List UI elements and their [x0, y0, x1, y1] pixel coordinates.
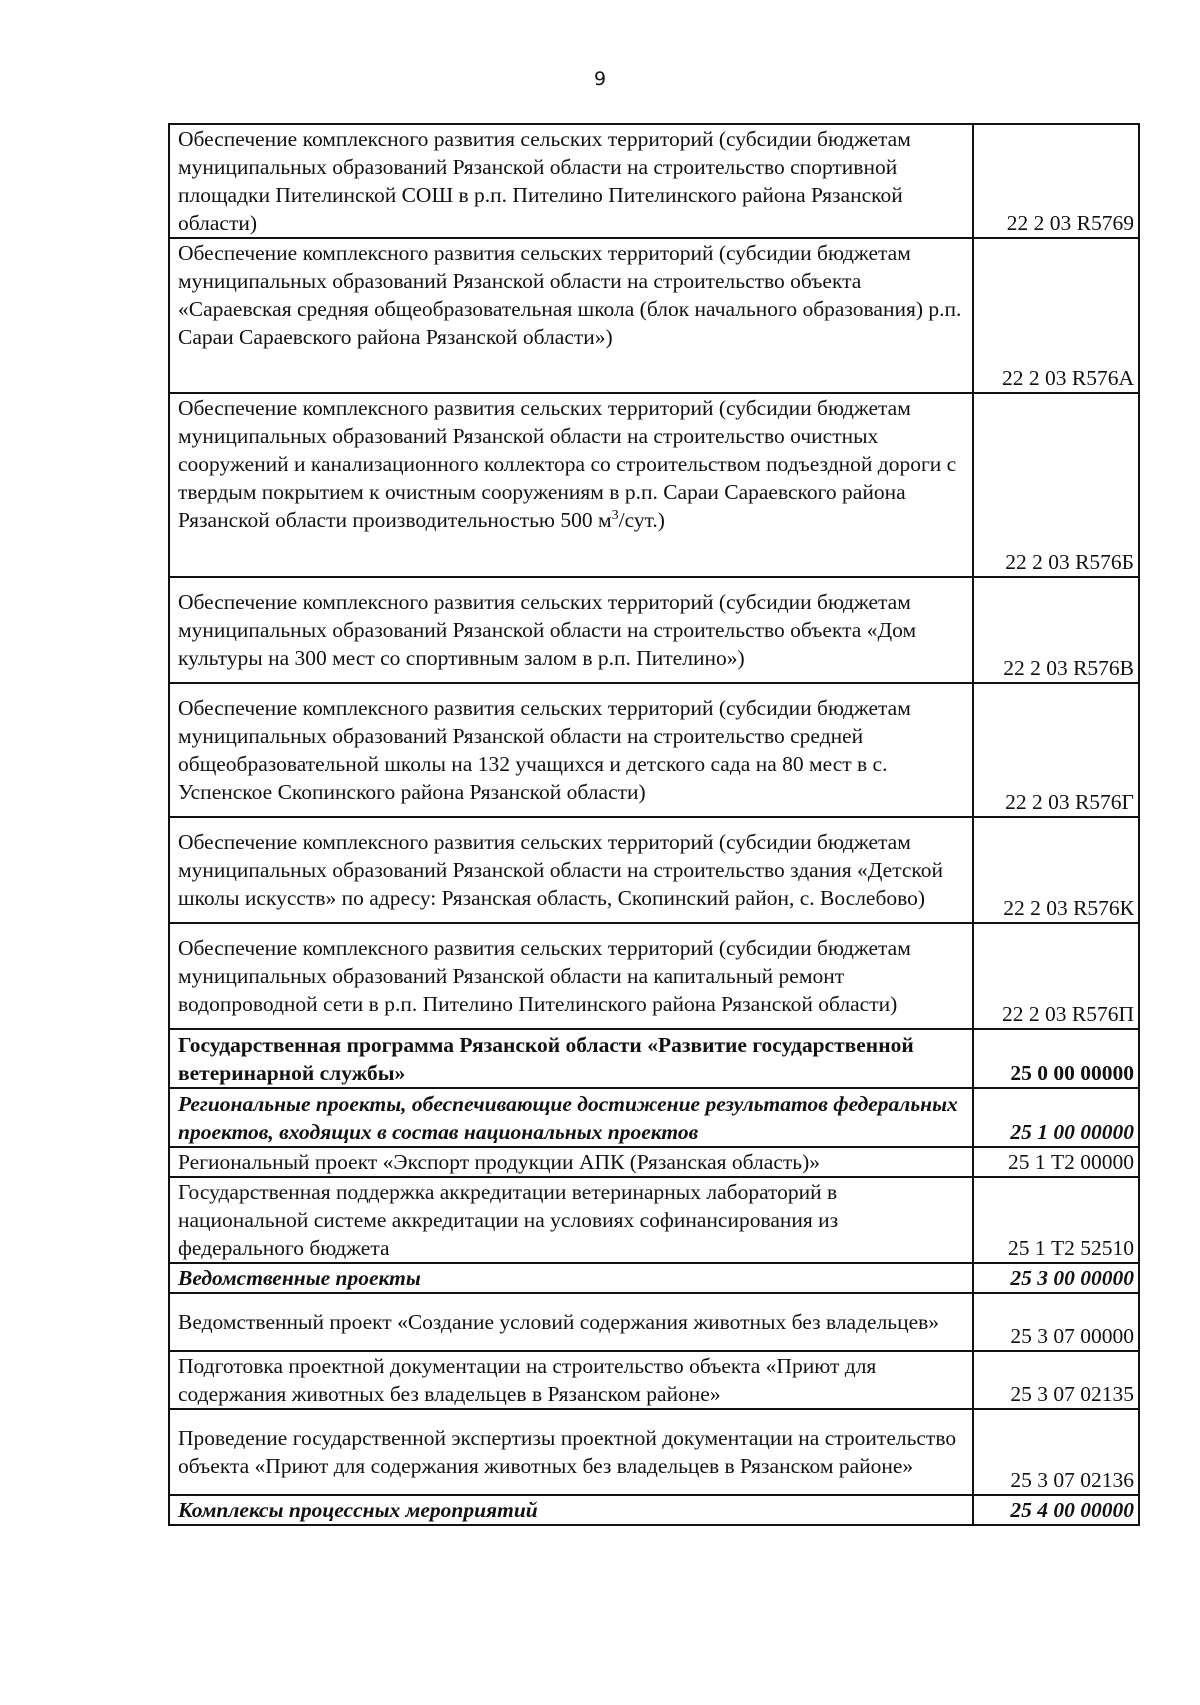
row-name: Государственная программа Рязанской области «Развитие государственной ветеринарной службы» — [169, 1029, 973, 1088]
table-row — [169, 1495, 1139, 1525]
row-code: 25 0 00 00000 — [973, 1029, 1139, 1088]
row-name: Региональный проект «Экспорт продукции АПК (Рязанская область)» — [169, 1147, 973, 1177]
row-name: Региональные проекты, обеспечивающие достижение результатов федеральных проектов, входящих в состав национальных проектов — [169, 1088, 973, 1147]
row-code: 22 2 03 R576А — [973, 238, 1139, 393]
table-row — [169, 817, 1139, 923]
superscript: 3 — [611, 507, 619, 523]
table-row — [169, 1293, 1139, 1351]
table-row — [169, 577, 1139, 683]
row-name: Обеспечение комплексного развития сельских территорий (субсидии бюджетам муниципальных образований Рязанской области на капитальный ремонт водопроводной сети в р.п. Пителино Пителинского района Рязанской области) — [169, 923, 973, 1029]
table-row — [169, 238, 1139, 393]
row-name-tail: /сут.) — [618, 508, 665, 532]
row-code: 22 2 03 R576К — [973, 817, 1139, 923]
page-number: 9 — [593, 68, 607, 90]
row-code: 22 2 03 R576Г — [973, 683, 1139, 817]
row-code: 22 2 03 R576Б — [973, 393, 1139, 577]
row-code: 25 3 07 00000 — [973, 1293, 1139, 1351]
row-code: 25 3 07 02135 — [973, 1351, 1139, 1409]
table-row — [169, 1147, 1139, 1177]
row-name: Обеспечение комплексного развития сельских территорий (субсидии бюджетам муниципальных образований Рязанской области на строительство спортивной площадки Пителинской СОШ в р.п. Пителино Пителинского района Рязанской области) — [169, 124, 973, 238]
table-row — [169, 393, 1139, 577]
row-name: Проведение государственной экспертизы проектной документации на строительство объекта «Приют для содержания животных без владельцев в Рязанском районе» — [169, 1409, 973, 1495]
table-row — [169, 124, 1139, 238]
row-name: Обеспечение комплексного развития сельских территорий (субсидии бюджетам муниципальных образований Рязанской области на строительство объекта «Дом культуры на 300 мест со спортивным залом в р.п. Пителино») — [169, 577, 973, 683]
row-name: Ведомственные проекты — [169, 1263, 973, 1293]
row-code: 22 2 03 R576П — [973, 923, 1139, 1029]
row-name: Подготовка проектной документации на строительство объекта «Приют для содержания животных без владельцев в Рязанском районе» — [169, 1351, 973, 1409]
table-row — [169, 1351, 1139, 1409]
row-code: 25 4 00 00000 — [973, 1495, 1139, 1525]
budget-classification-table — [168, 123, 1140, 1526]
table-row — [169, 1088, 1139, 1147]
row-name: Комплексы процессных мероприятий — [169, 1495, 973, 1525]
row-code: 22 2 03 R576В — [973, 577, 1139, 683]
row-name: Государственная поддержка аккредитации ветеринарных лабораторий в национальной системе аккредитации на условиях софинансирования из федерального бюджета — [169, 1177, 973, 1263]
row-code: 25 3 07 02136 — [973, 1409, 1139, 1495]
row-name: Обеспечение комплексного развития сельских территорий (субсидии бюджетам муниципальных образований Рязанской области на строительство здания «Детской школы искусств» по адресу: Рязанская область, Скопинский район, с. Вослебово) — [169, 817, 973, 923]
table-row — [169, 1029, 1139, 1088]
row-code: 25 3 00 00000 — [973, 1263, 1139, 1293]
row-name — [169, 393, 973, 577]
row-name: Ведомственный проект «Создание условий содержания животных без владельцев» — [169, 1293, 973, 1351]
table-row — [169, 683, 1139, 817]
row-name-text: Обеспечение комплексного развития сельских территорий (субсидии бюджетам муниципальных образований Рязанской области на строительство очистных сооружений и канализационного коллектора со строительством подъездной дороги с твердым покрытием к очистным сооружениям в р.п. Сараи Сараевского района Рязанской области производительностью 500 м — [178, 396, 957, 532]
table-row — [169, 923, 1139, 1029]
row-code: 25 1 Т2 52510 — [973, 1177, 1139, 1263]
row-name: Обеспечение комплексного развития сельских территорий (субсидии бюджетам муниципальных образований Рязанской области на строительство объекта «Сараевская средняя общеобразовательная школа (блок начального образования) р.п. Сараи Сараевского района Рязанской области») — [169, 238, 973, 393]
row-code: 25 1 Т2 00000 — [973, 1147, 1139, 1177]
row-name: Обеспечение комплексного развития сельских территорий (субсидии бюджетам муниципальных образований Рязанской области на строительство средней общеобразовательной школы на 132 учащихся и детского сада на 80 мест в с. Успенское Скопинского района Рязанской области) — [169, 683, 973, 817]
row-code: 22 2 03 R5769 — [973, 124, 1139, 238]
row-code: 25 1 00 00000 — [973, 1088, 1139, 1147]
table-row — [169, 1409, 1139, 1495]
table-row — [169, 1177, 1139, 1263]
table-row — [169, 1263, 1139, 1293]
